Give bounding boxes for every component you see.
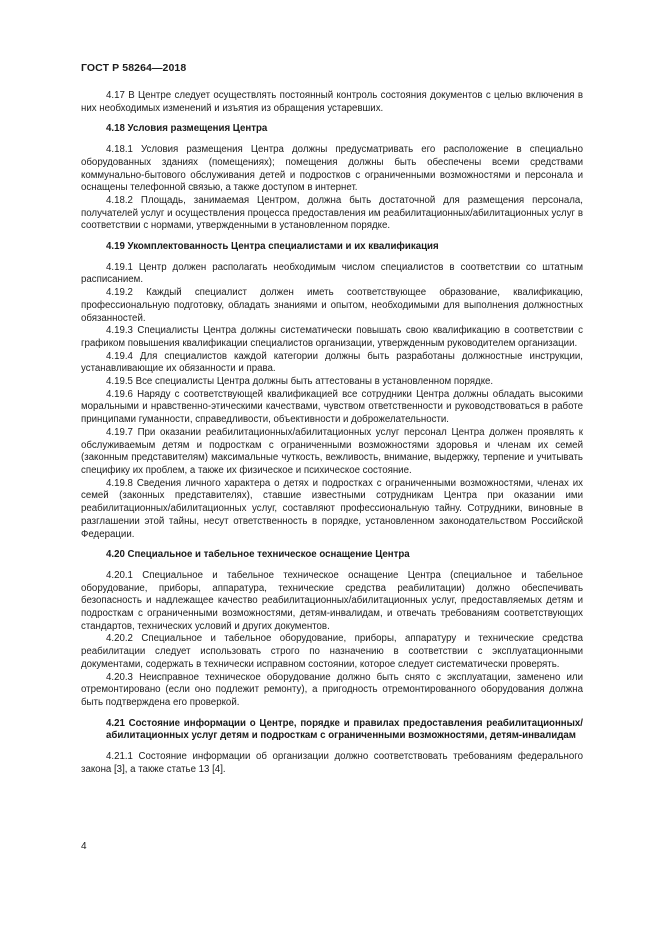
paragraph-4-17: 4.17 В Центре следует осуществлять постоянный контроль состояния документов с целью включения в них необходимых изменений и изъятия из обращения устаревших. bbox=[81, 90, 583, 114]
paragraph-4-21-1: 4.21.1 Состояние информации об организации должно соответствовать требованиям федерального закона [3], а также статье 13 [4]. bbox=[81, 751, 583, 775]
paragraph-4-20-2: 4.20.2 Специальное и табельное оборудование, приборы, аппаратуру и технические средства реабилитации следует использовать строго по назначению в соответствии с эксплуатационными документами, содержать в технически исправном состоянии, которое следует систематически проверять. bbox=[81, 633, 583, 670]
standard-header: ГОСТ Р 58264—2018 bbox=[81, 62, 187, 74]
paragraph-4-19-1: 4.19.1 Центр должен располагать необходимым числом специалистов в соответствии со штатным расписанием. bbox=[81, 261, 583, 286]
paragraph-4-19-2: 4.19.2 Каждый специалист должен иметь соответствующее образование, квалификацию, профессиональную подготовку, обладать знаниями и опытом, необходимыми для выполнения должностных обязанностей. bbox=[81, 287, 583, 324]
paragraph-4-19-5: 4.19.5 Все специалисты Центра должны быть аттестованы в установленном порядке. bbox=[106, 376, 494, 388]
section-heading-4-19: 4.19 Укомплектованность Центра специалистами и их квалификация bbox=[106, 241, 439, 253]
paragraph-4-19-8: 4.19.8 Сведения личного характера о детях и подростках с ограниченными возможностями, членах их семей (законных представителях), ставшие известными сотрудникам Центра при оказании ими реабилитационных/абилитационных услуг, составляют профессиональную тайну. Сотрудники, виновные в разглашении этой тайны, несут ответственность в порядке, установленном законодательством Российской Федерации. bbox=[81, 477, 583, 540]
paragraph-4-18-2: 4.18.2 Площадь, занимаемая Центром, должна быть достаточной для размещения персонала, получателей услуг и осуществления процесса предоставления им реабилитационных/абилитационных услуг в соответствии с нормами, утвержденными в установленном порядке. bbox=[81, 194, 583, 232]
page-number: 4 bbox=[81, 841, 87, 852]
section-heading-4-21: 4.21 Состояние информации о Центре, порядке и правилах предоставления реабилитационных/абилитационных услуг детям и подросткам с ограниченными возможностями, детям-инвалидам bbox=[106, 717, 583, 742]
paragraph-4-19-4: 4.19.4 Для специалистов каждой категории должны быть разработаны должностные инструкции, устанавливающие их обязанности и права. bbox=[81, 350, 583, 375]
paragraph-4-19-7: 4.19.7 При оказании реабилитационных/абилитационных услуг персонал Центра должен проявлять к обслуживаемым детям и подросткам с ограниченными возможностями здоровья и членам их семей (законным представителям) максимальные чуткость, вежливость, внимание, выдержку, терпение и учитывать специфику их проблем, а также их физическое и психическое состояние. bbox=[81, 426, 583, 476]
section-heading-4-20: 4.20 Специальное и табельное техническое оснащение Центра bbox=[106, 549, 410, 561]
paragraph-4-19-3: 4.19.3 Специалисты Центра должны систематически повышать свою квалификацию в соответствии с графиком повышения квалификации специалистов организации, утвержденным руководителем организации. bbox=[81, 325, 583, 349]
paragraph-4-18-1: 4.18.1 Условия размещения Центра должны предусматривать его расположение в специально оборудованных зданиях (помещениях); помещения должны быть обеспечены всеми средствами коммунально-бытового обслуживания детей и подростков с ограниченными возможностями и персонала и оснащены телефонной связью, а также доступом в интернет. bbox=[81, 144, 583, 194]
paragraph-4-20-1: 4.20.1 Специальное и табельное техническое оснащение Центра (специальное и табельное оборудование, приборы, аппаратура, технические средства реабилитации) должно обеспечивать безопасность и надлежащее качество реабилитационных/абилитационных услуг, предоставляемых детям и подросткам с ограниченными возможностями, детям-инвалидам, и отвечать требованиям соответствующих стандартов, технических условий и других документов. bbox=[81, 569, 583, 632]
document-body bbox=[81, 90, 583, 776]
paragraph-4-19-6: 4.19.6 Наряду с соответствующей квалификацией все сотрудники Центра должны обладать высокими моральными и нравственно-этическими качествами, чувством ответственности и руководствоваться в работе принципами гуманности, справедливости, объективности и доброжелательности. bbox=[81, 388, 583, 426]
section-heading-4-18: 4.18 Условия размещения Центра bbox=[106, 123, 268, 135]
paragraph-4-20-3: 4.20.3 Неисправное техническое оборудование должно быть снято с эксплуатации, заменено или отремонтировано (если оно подлежит ремонту), а пригодность отремонтированного оборудования должна быть подтверждена его проверкой. bbox=[81, 671, 583, 708]
